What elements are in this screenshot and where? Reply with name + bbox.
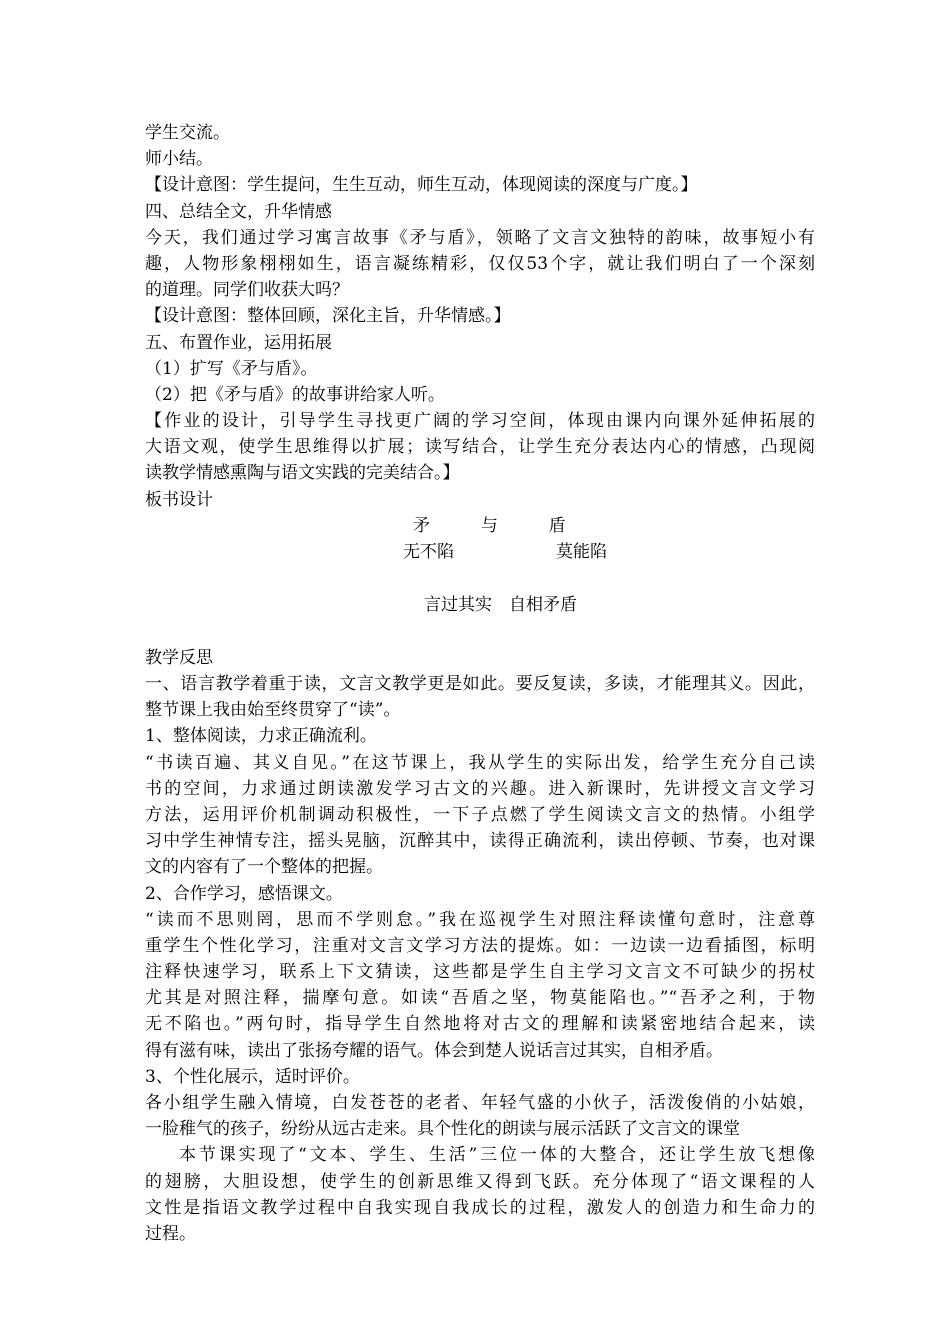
reflection-line: 书的空间，力求通过朗读激发学习古文的兴趣。进入新课时，先讲授文言文学习 xyxy=(145,778,815,799)
reflection-line: 得有滋有味，读出了张扬夸耀的语气。体会到楚人说话言过其实，自相矛盾。 xyxy=(145,1040,723,1061)
reflection-line: 尤其是对照注释，揣摩句意。如读“吾盾之坚，物莫能陷也。”“吾矛之利，于物 xyxy=(145,988,815,1009)
reflection-line: “书读百遍、其义自见。”在这节课上，我从学生的实际出发，给学生充分自己读 xyxy=(145,752,815,773)
design-intent-note: 【设计意图：整体回顾，深化主旨，升华情感。】 xyxy=(145,306,511,327)
reflection-line: 方法，运用评价机制调动积极性，一下子点燃了学生阅读文言文的热情。小组学 xyxy=(145,804,815,825)
reflection-heading: 教学反思 xyxy=(145,647,213,668)
reflection-line: 一、语言教学着重于读，文言文教学更是如此。要反复读，多读，才能理其义。因此， xyxy=(145,674,815,694)
document-page xyxy=(145,120,815,1247)
board-title xyxy=(413,513,566,539)
section-heading: 五、布置作业，运用拓展 xyxy=(145,332,332,353)
summary-line: 今天，我们通过学习寓言故事《矛与盾》，领略了文言文独特的韵味，故事短小有 xyxy=(145,227,815,248)
reflection-line: 整节课上我由始至终贯穿了“读”。 xyxy=(145,700,401,721)
reflection-line: 各小组学生融入情境，白发苍苍的老者、年轻气盛的小伙子，活泼俊俏的小姑娘， xyxy=(145,1093,815,1113)
section-heading: 四、总结全文，升华情感 xyxy=(145,201,332,222)
closing-line: 本节课实现了“文本、学生、生活”三位一体的大整合，还让学生放飞想像 xyxy=(179,1145,815,1166)
closing-line: 的翅膀，大胆设想，使学生的创新思维又得到飞跃。充分体现了“语文课程的人 xyxy=(145,1171,815,1192)
homework-item: （2）把《矛与盾》的故事讲给家人听。 xyxy=(145,384,445,405)
homework-note-line: 大语文观，使学生思维得以扩展；读写结合，让学生充分表达内心的情感，凸现阅 xyxy=(145,437,815,458)
homework-item: （1）扩写《矛与盾》。 xyxy=(145,358,318,379)
text-line: 师小结。 xyxy=(145,149,213,170)
reflection-line: 无不陷也。”两句时，指导学生自然地将对古文的理解和读紧密地结合起来，读 xyxy=(145,1014,815,1035)
board-title-char: 矛 xyxy=(413,515,430,536)
reflection-line: 重学生个性化学习，注重对文言文学习方法的提炼。如：一边读一边看插图，标明 xyxy=(145,935,815,956)
board-conclusion: 言过其实 自相矛盾 xyxy=(424,594,577,615)
board-title-char: 与 xyxy=(480,515,498,536)
reflection-line: 一脸稚气的孩子，纷纷从远古走来。具个性化的朗读与展示活跃了文言文的课堂 xyxy=(145,1119,740,1140)
board-title-char: 盾 xyxy=(548,515,566,536)
closing-line: 过程。 xyxy=(145,1223,196,1244)
reflection-line: 文的内容有了一个整体的把握。 xyxy=(145,857,383,878)
homework-note-line: 读教学情感熏陶与语文实践的完美结合。】 xyxy=(145,463,460,484)
reflection-line: 习中学生神情专注，摇头晃脑，沉醉其中，读得正确流利，读出停顿、节奏，也对课 xyxy=(145,831,815,852)
board-right-phrase: 莫能陷 xyxy=(556,541,607,562)
board-design xyxy=(145,513,815,645)
board-design-heading: 板书设计 xyxy=(145,489,213,510)
design-intent-note: 【设计意图：学生提问，生生互动，师生互动，体现阅读的深度与广度。】 xyxy=(145,175,698,196)
closing-line: 文性是指语文教学过程中自我实现自我成长的过程，激发人的创造力和生命力的 xyxy=(145,1197,815,1218)
board-left-phrase: 无不陷 xyxy=(403,541,454,562)
reflection-line: “读而不思则罔，思而不学则怠。”我在巡视学生对照注释读懂句意时，注意尊 xyxy=(145,909,815,930)
text-line: 学生交流。 xyxy=(145,123,230,143)
summary-line: 趣，人物形象栩栩如生，语言凝练精彩，仅仅53个字，就让我们明白了一个深刻 xyxy=(145,253,815,274)
reflection-line: 注释快速学习，联系上下文猜读，这些都是学生自主学习文言文不可缺少的拐杖 xyxy=(145,962,815,983)
reflection-subheading: 1、整体阅读，力求正确流利。 xyxy=(145,726,377,747)
summary-line: 的道理。同学们收获大吗？ xyxy=(145,280,349,301)
reflection-subheading: 2、合作学习，感悟课文。 xyxy=(145,883,343,904)
homework-note-line: 【作业的设计，引导学生寻找更广阔的学习空间，体现由课内向课外延伸拓展的 xyxy=(145,411,815,432)
reflection-subheading: 3、个性化展示，适时评价。 xyxy=(145,1066,360,1087)
